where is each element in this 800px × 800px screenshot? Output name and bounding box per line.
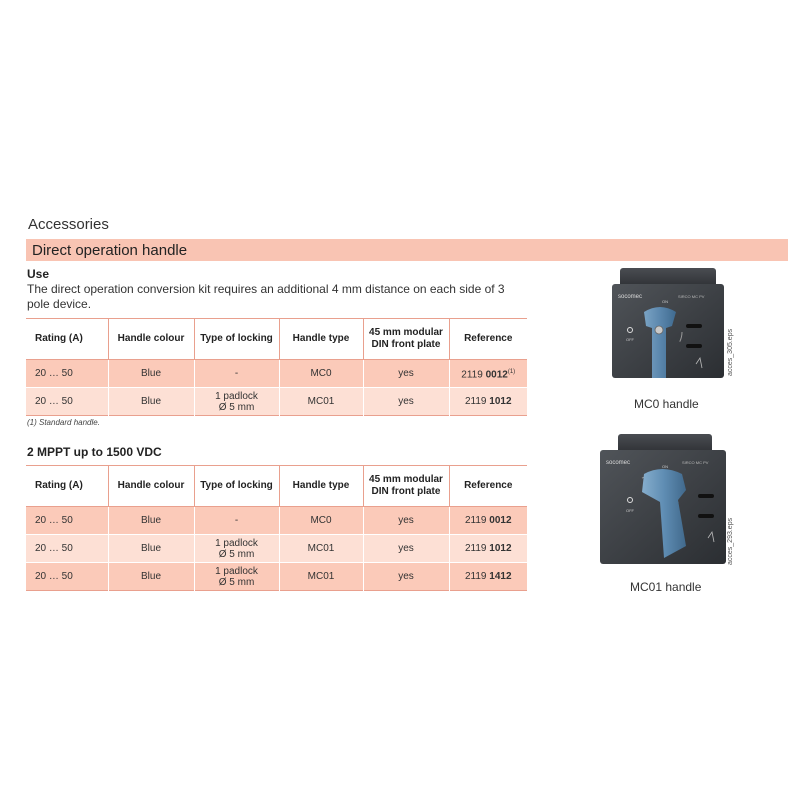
col-din: 45 mm modular DIN front plate [363, 466, 449, 507]
ref-note: (1) [507, 368, 516, 375]
cell-din: yes [363, 507, 449, 535]
col-reference: Reference [449, 466, 527, 507]
col-rating: Rating (A) [26, 319, 108, 360]
section-title: Accessories [28, 216, 109, 233]
model-label: SIRCO MC PV [682, 460, 709, 465]
file-label-1: acces_305.eps [727, 328, 734, 376]
cell-rating: 20 … 50 [35, 368, 73, 379]
col-handle-type: Handle type [279, 466, 363, 507]
file-label-2: acces_293.eps [727, 517, 734, 565]
col-locking: Type of locking [194, 319, 279, 360]
mc01-handle-photo [592, 434, 730, 576]
table-row [26, 360, 527, 388]
header-bar-title: Direct operation handle [32, 242, 188, 259]
mc0-handle-photo [606, 268, 730, 390]
cell-locking: - [194, 507, 279, 535]
cell-handle-type: MC01 [279, 563, 363, 591]
cell-din: yes [363, 563, 449, 591]
ref-bold: 1012 [489, 543, 512, 554]
cell-colour: Blue [108, 535, 194, 563]
cell-colour: Blue [108, 507, 194, 535]
cell-colour: Blue [108, 388, 194, 416]
cell-din: yes [363, 388, 449, 416]
footnote: (1) Standard handle. [27, 418, 100, 427]
on-label: ON [662, 464, 668, 469]
ref-bold: 0012 [485, 369, 508, 381]
cell-locking: 1 padlock Ø 5 mm [194, 388, 279, 416]
model-label: SIRCO MC PV [678, 294, 705, 299]
table-standard [26, 318, 527, 416]
table-header-row [26, 466, 527, 507]
col-rating: Rating (A) [26, 466, 108, 507]
mc0-caption: MC0 handle [634, 397, 699, 411]
table-row [26, 388, 527, 416]
col-colour: Handle colour [108, 466, 194, 507]
ref-prefix: 2119 [464, 515, 490, 526]
ref-bold: 1012 [489, 396, 512, 407]
table-mppt [26, 465, 527, 591]
col-din: 45 mm modular DIN front plate [363, 319, 449, 360]
cell-rating: 20 … 50 [35, 396, 73, 407]
cell-handle-type: MC0 [279, 360, 363, 388]
cell-din: yes [363, 535, 449, 563]
cell-locking: 1 padlock Ø 5 mm [194, 535, 279, 563]
cell-reference [449, 563, 527, 591]
cell-locking: - [194, 360, 279, 388]
ref-bold: 0012 [489, 515, 512, 526]
ref-prefix: 2119 [461, 369, 486, 381]
cell-handle-type: MC0 [279, 507, 363, 535]
cell-reference [449, 360, 527, 388]
use-text: The direct operation conversion kit requires an additional 4 mm distance on each side of 3 pole device. [27, 282, 505, 311]
off-label: OFF [626, 508, 634, 513]
col-handle-type: Handle type [279, 319, 363, 360]
table-row [26, 563, 527, 591]
mc01-caption: MC01 handle [630, 580, 702, 594]
header-bar [26, 239, 788, 261]
ref-prefix: 2119 [464, 396, 490, 407]
table-row [26, 507, 527, 535]
ref-prefix: 2119 [464, 571, 490, 582]
ref-prefix: 2119 [464, 543, 490, 554]
col-locking: Type of locking [194, 466, 279, 507]
cell-rating: 20 … 50 [35, 515, 73, 526]
cell-reference [449, 535, 527, 563]
cell-rating: 20 … 50 [35, 543, 73, 554]
cell-colour: Blue [108, 360, 194, 388]
on-label: ON [662, 299, 668, 304]
col-reference: Reference [449, 319, 527, 360]
ref-bold: 1412 [489, 571, 512, 582]
use-heading: Use [27, 267, 50, 281]
cell-locking: 1 padlock Ø 5 mm [194, 563, 279, 591]
cell-rating: 20 … 50 [35, 571, 73, 582]
cell-din: yes [363, 360, 449, 388]
brand-label: socomec [618, 294, 643, 300]
table-row [26, 535, 527, 563]
mppt-heading: 2 MPPT up to 1500 VDC [27, 445, 162, 459]
cell-reference [449, 388, 527, 416]
off-label: OFF [626, 337, 634, 342]
brand-label: socomec [606, 460, 631, 466]
cell-handle-type: MC01 [279, 388, 363, 416]
table-header-row [26, 319, 527, 360]
cell-handle-type: MC01 [279, 535, 363, 563]
cell-reference [449, 507, 527, 535]
col-colour: Handle colour [108, 319, 194, 360]
cell-colour: Blue [108, 563, 194, 591]
